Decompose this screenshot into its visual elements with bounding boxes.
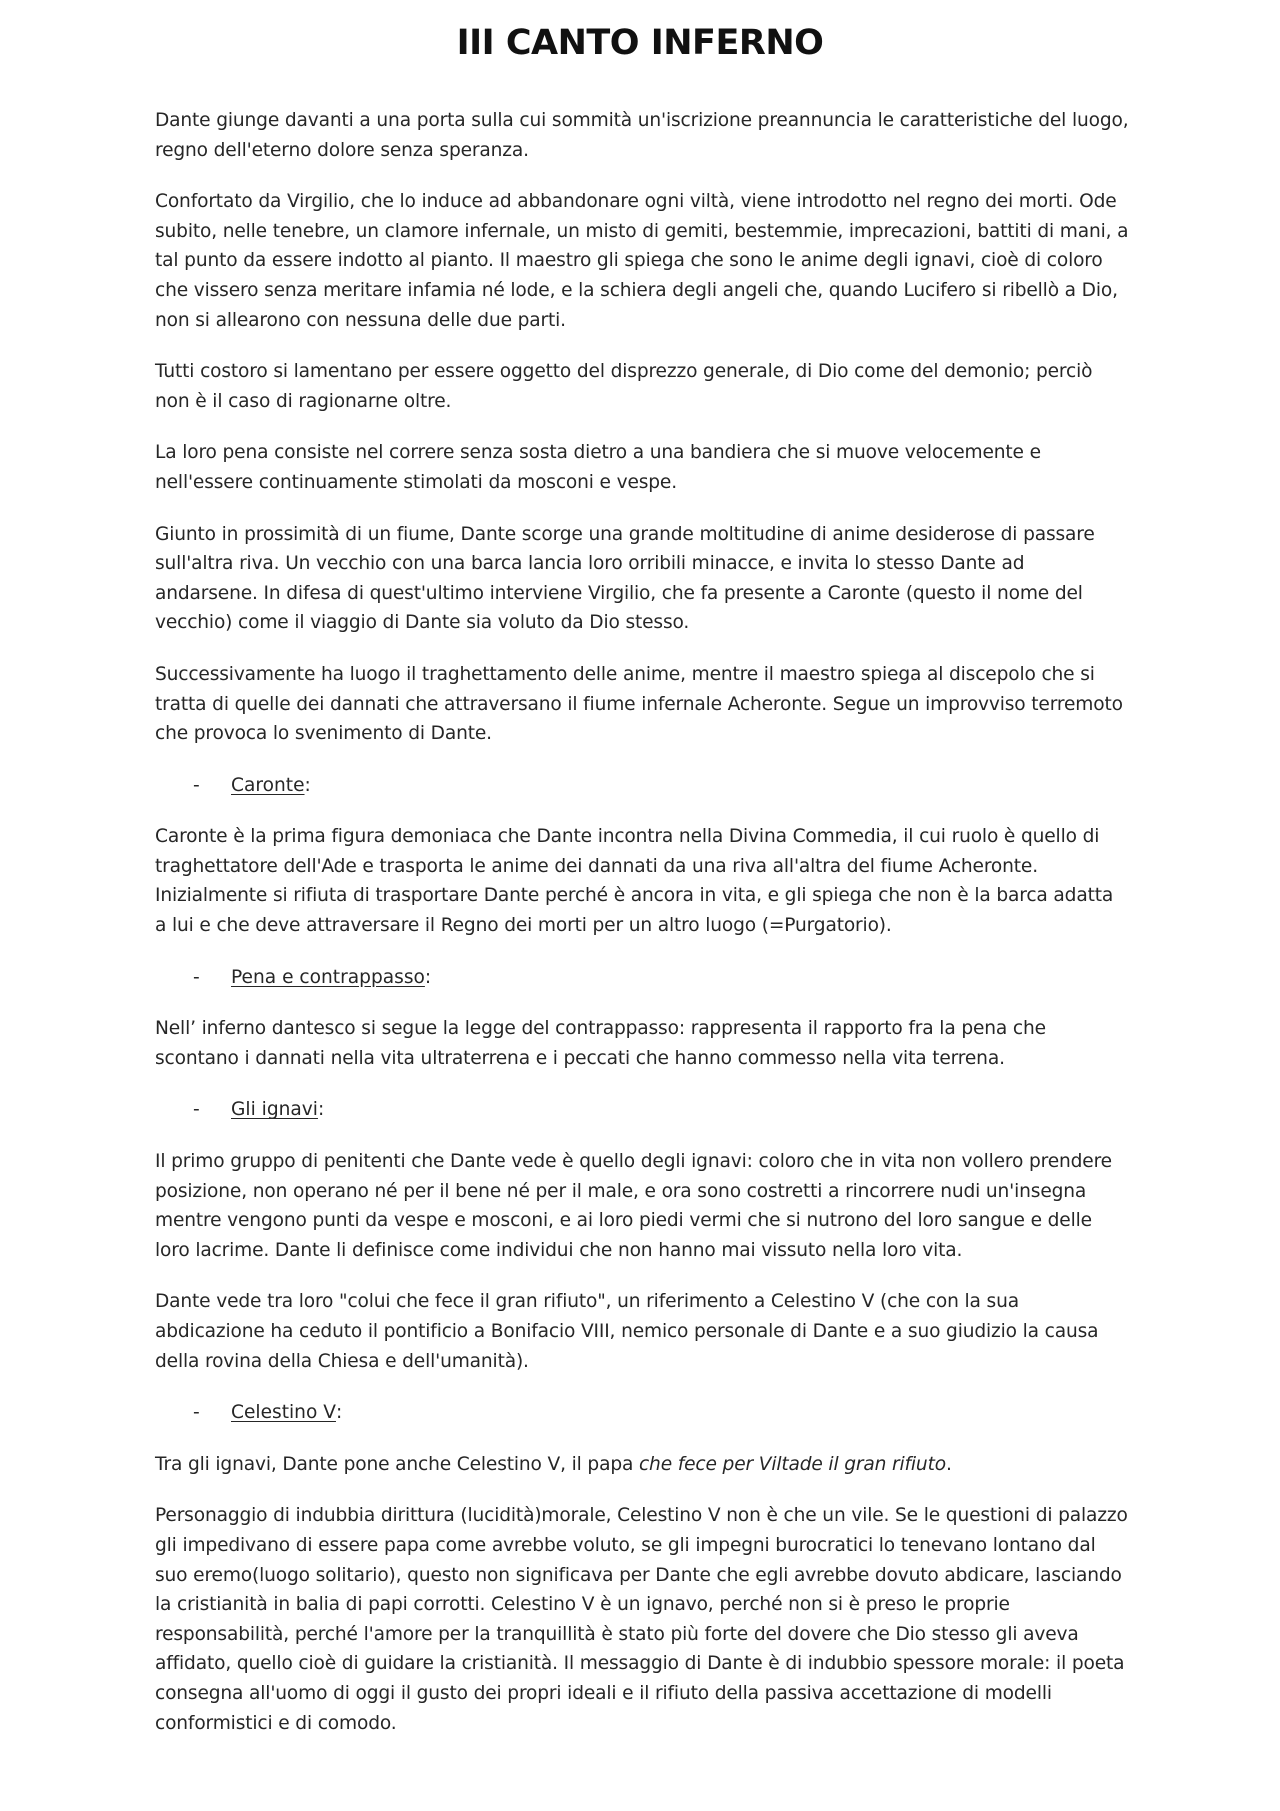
section-heading-label: Celestino V [231, 1402, 336, 1424]
paragraph-pena: La loro pena consiste nel correre senza sosta dietro a una bandiera che si muove velocemente e nell'essere continuamente stimolati da mosconi e vespe. [155, 442, 1041, 493]
text-run: Tra gli ignavi, Dante pone anche Celestino V, il papa [155, 1453, 639, 1475]
paragraph-fiume: Giunto in prossimità di un fiume, Dante scorge una grande moltitudine di anime desiderose di passare sull'altra riva. Un vecchio con una barca lancia loro orribili minacce, e invita lo stesso Dante ad andarsene. In difesa di quest'ultimo interviene Virgilio, che fa presente a Caronte (questo il nome del vecchio) come il viaggio di Dante sia voluto da Dio stesso. [155, 523, 1095, 634]
paragraph-gran-rifiuto: Dante vede tra loro "colui che fece il gran rifiuto", un riferimento a Celestino V (che con la sua abdicazione ha ceduto il pontificio a Bonifacio VIII, nemico personale di Dante e a suo giudizio la causa della rovina della Chiesa e dell'umanità). [155, 1291, 1099, 1372]
paragraph-virgilio: Confortato da Virgilio, che lo induce ad abbandonare ogni viltà, viene introdotto nel regno dei morti. Ode subito, nelle tenebre, un clamore infernale, un misto di gemiti, bestemmie, imprecazioni, battiti di mani, a tal punto da essere indotto al pianto. Il maestro gli spiega che sono le anime degli ignavi, cioè di coloro che vissero senza meritare infamia né lode, e la schiera degli angeli che, quando Lucifero si ribellò a Dio, non si allearono con nessuna delle due parti. [155, 191, 1129, 331]
section-heading-celestino [155, 1398, 1130, 1428]
bullet-colon: : [304, 774, 311, 796]
bullet-dash: - [193, 1099, 200, 1121]
bullet-dash: - [193, 1402, 200, 1424]
section-heading-label: Gli ignavi [231, 1099, 318, 1121]
bullet-dash: - [193, 774, 200, 796]
section-heading-label: Pena e contrappasso [231, 966, 425, 988]
paragraph-intro: Dante giunge davanti a una porta sulla cui sommità un'iscrizione preannuncia le caratteristiche del luogo, regno dell'eterno dolore senza speranza. [155, 110, 1129, 161]
document-title: III CANTO INFERNO [456, 23, 824, 63]
document-page [155, 0, 1130, 1738]
bullet-colon: : [424, 966, 432, 988]
paragraph-contrappasso: Nell’ inferno dantesco si segue la legge del contrappasso: rappresenta il rapporto fra la pena che scontano i dannati nella vita ultraterrena e i peccati che hanno commesso nella vita terrena. [155, 1018, 1046, 1069]
bullet-colon: : [317, 1099, 325, 1121]
paragraph-celestino-vile: Personaggio di indubbia dirittura (lucidità)morale, Celestino V non è che un vile. Se le questioni di palazzo gli impedivano di essere papa come avrebbe voluto, se gli impegni burocratici lo tenevano lontano dal suo eremo(luogo solitario), questo non significava per Dante che egli avrebbe dovuto abdicare, lasciando la cristianità in balia di papi corrotti. Celestino V è un ignavo, perché non si è preso le proprie responsabilità, perché l'amore per la tranquillità è stato più forte del dovere che Dio stesso gli aveva affidato, quello cioè di guidare la cristianità. Il messaggio di Dante è di indubbio spessore morale: il poeta consegna all'uomo di oggi il gusto dei propri ideali e il rifiuto della passiva accettazione di modelli conformistici e di comodo. [155, 1505, 1128, 1734]
section-heading-label: Caronte [231, 774, 305, 796]
paragraph-celestino-papa [155, 1450, 1130, 1480]
section-heading-contrappasso [155, 963, 1130, 993]
paragraph-caronte: Caronte è la prima figura demoniaca che Dante incontra nella Divina Commedia, il cui ruolo è quello di traghettatore dell'Ade e trasporta le anime dei dannati da una riva all'altra del fiume Acheronte. Inizialmente si rifiuta di trasportare Dante perché è ancora in vita, e gli spiega che non è la barca adatta a lui e che deve attraversare il Regno dei morti per un altro luogo (=Purgatorio). [155, 826, 1114, 937]
section-heading-caronte [155, 771, 1130, 801]
section-heading-ignavi [155, 1095, 1130, 1125]
bullet-colon: : [335, 1402, 343, 1424]
bullet-dash: - [193, 966, 200, 988]
text-run: . [945, 1453, 952, 1475]
paragraph-traghettamento: Successivamente ha luogo il traghettamento delle anime, mentre il maestro spiega al discepolo che si tratta di quelle dei dannati che attraversano il fiume infernale Acheronte. Segue un improvviso terremoto che provoca lo svenimento di Dante. [155, 663, 1123, 745]
paragraph-ignavi: Il primo gruppo di penitenti che Dante vede è quello degli ignavi: coloro che in vita non vollero prendere posizione, non operano né per il bene né per il male, e ora sono costretti a rincorrere nudi un'insegna mentre vengono punti da vespe e mosconi, e ai loro piedi vermi che si nutrono del loro sangue e delle loro lacrime. Dante li definisce come individui che non hanno mai vissuto nella loro vita. [155, 1151, 1112, 1261]
italic-quote: che fece per Viltade il gran rifiuto [638, 1453, 946, 1475]
paragraph-disprezzo: Tutti costoro si lamentano per essere oggetto del disprezzo generale, di Dio come del demonio; perciò non è il caso di ragionarne oltre. [155, 361, 1093, 412]
